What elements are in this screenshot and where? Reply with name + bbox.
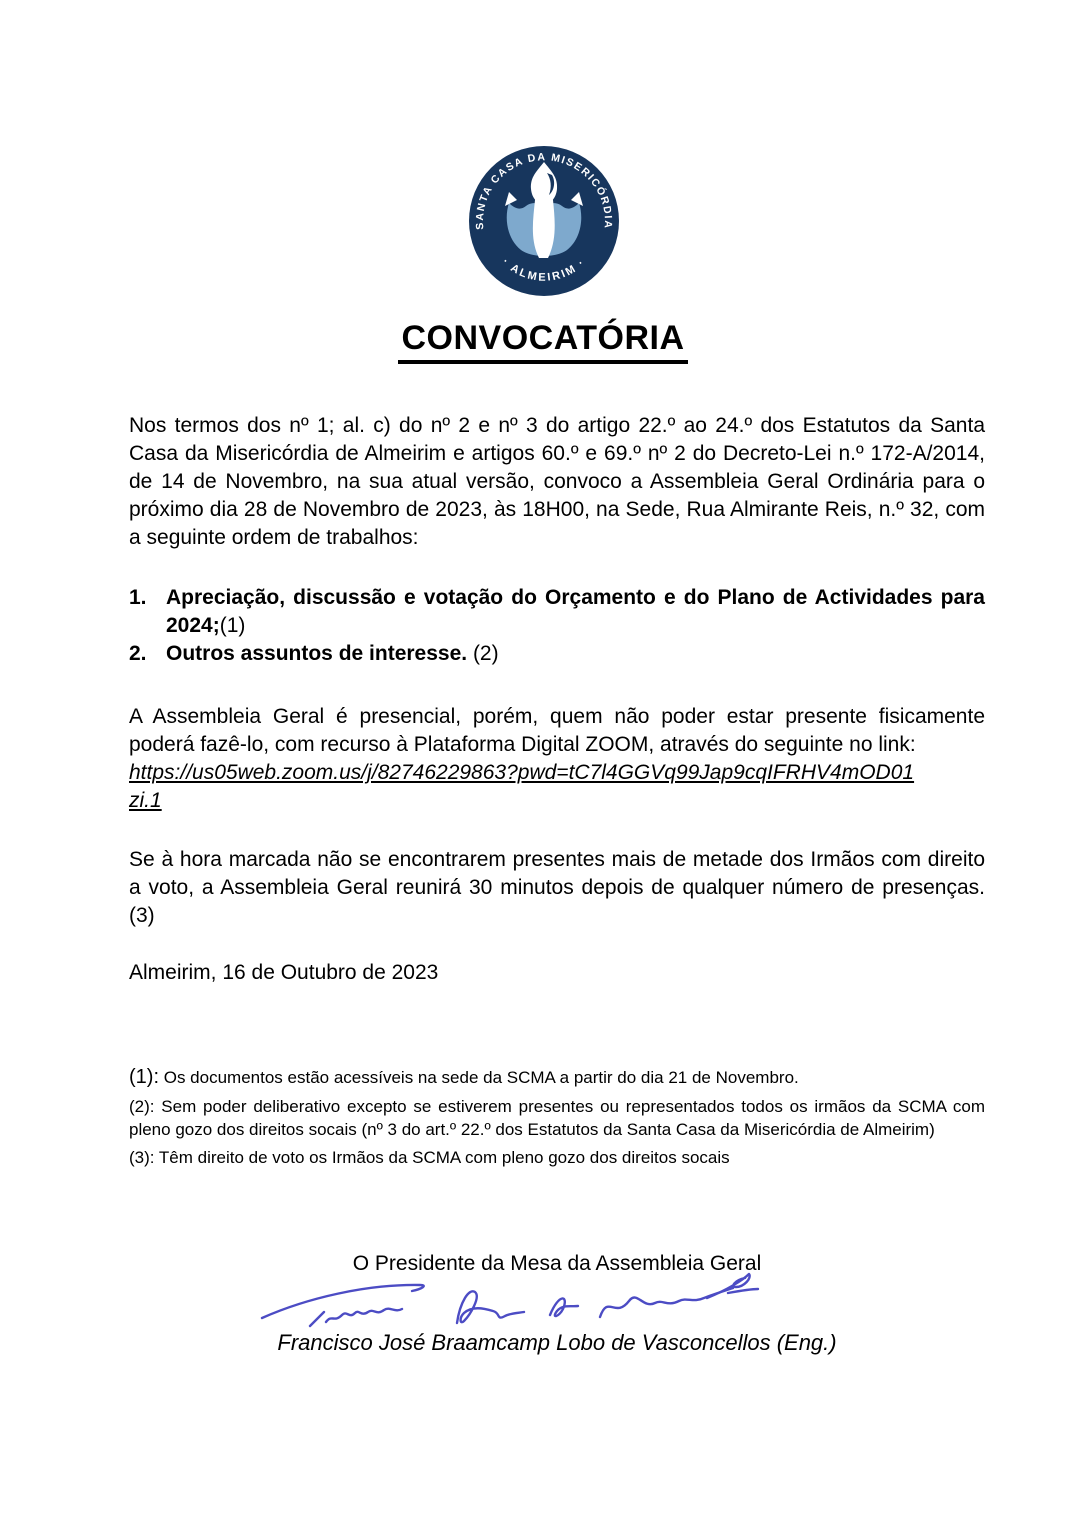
date-line: Almeirim, 16 de Outubro de 2023	[129, 961, 439, 984]
footnote-3	[129, 1146, 985, 1169]
page-title: CONVOCATÓRIA	[398, 319, 687, 364]
signature-name-line: Francisco José Braamcamp Lobo de Vasconcellos (Eng.)	[277, 1330, 837, 1355]
agenda-item-2-footnote-ref: (2)	[467, 642, 499, 665]
agenda-item-1-number: 1.	[129, 586, 147, 609]
scma-logo-icon	[469, 146, 619, 296]
agenda-list	[129, 584, 985, 668]
zoom-meeting-link[interactable]	[129, 759, 985, 815]
agenda-item-1-text: Apreciação, discussão e votação do Orçamento e do Plano de Actividades para 2024;	[166, 586, 985, 637]
footnote-3-text: Têm direito de voto os Irmãos da SCMA com pleno gozo dos direitos socais	[158, 1148, 730, 1167]
zoom-meeting-link-line-2[interactable]: zi.1	[129, 789, 162, 812]
footnote-2-marker: (2):	[129, 1097, 155, 1116]
zoom-paragraph-text: A Assembleia Geral é presencial, porém, quem não poder estar presente fisicamente poderá fazê-lo, com recurso à Plataforma Digital ZOOM, através do seguinte no link:	[129, 705, 985, 756]
scma-logo	[469, 146, 619, 296]
footnote-2	[129, 1095, 985, 1141]
quorum-paragraph: Se à hora marcada não se encontrarem presentes mais de metade dos Irmãos com direito a voto, a Assembleia Geral reunirá 30 minutos depois de qualquer número de presenças. (3)	[129, 848, 985, 927]
signature-role-line: O Presidente da Mesa da Assembleia Geral	[352, 1252, 762, 1275]
logo-arc-bottom-text: · ALMEIRIM ·	[499, 256, 589, 284]
agenda-item-2-text: Outros assuntos de interesse.	[166, 642, 468, 665]
footnotes	[129, 1066, 985, 1169]
intro-paragraph: Nos termos dos nº 1; al. c) do nº 2 e nº 3 do artigo 22.º ao 24.º dos Estatutos da Santa Casa da Misericórdia de Almeirim e artigos 60.º e 69.º nº 2 do Decreto-Lei n.º 172-A/2014, de 14 de Novembro, na sua atual versão, convoco a Assembleia Geral Ordinária para o próximo dia 28 de Novembro de 2023, às 18H00, na Sede, Rua Almirante Reis, n.º 32, com a seguinte ordem de trabalhos:	[129, 414, 985, 549]
zoom-paragraph	[129, 703, 985, 815]
agenda-item-2	[129, 640, 985, 668]
agenda-item-2-number: 2.	[129, 642, 147, 665]
agenda-item-1	[129, 584, 985, 640]
footnote-1-text: Os documentos estão acessíveis na sede da SCMA a partir do dia 21 de Novembro.	[163, 1068, 799, 1087]
footnote-3-marker: (3):	[129, 1148, 155, 1167]
agenda-item-1-footnote-ref: (1)	[219, 614, 246, 637]
footnote-2-text: Sem poder deliberativo excepto se estiverem presentes ou representados todos os irmãos da SCMA com pleno gozo dos direitos socais (nº 3 do art.º 22.º dos Estatutos da Santa Casa da Misericórdia de Almeirim)	[129, 1097, 985, 1139]
footnote-1-marker: (1):	[129, 1066, 159, 1088]
footnote-1	[129, 1066, 985, 1089]
handwritten-signature	[252, 1262, 762, 1336]
logo-arc-top-text: SANTA CASA DA MISERICÓRDIA	[473, 151, 615, 231]
zoom-meeting-link-line-1[interactable]: https://us05web.zoom.us/j/82746229863?pwd=tC7l4GGVq99Jap9cqIFRHV4mOD01	[129, 761, 915, 784]
